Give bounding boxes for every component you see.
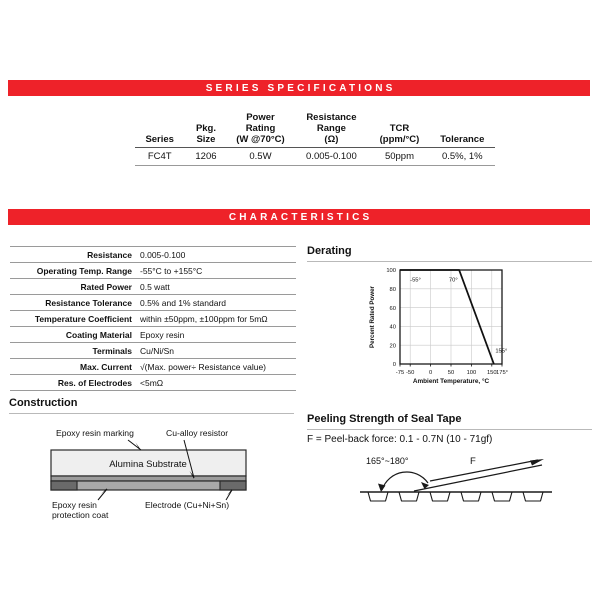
leader-line-electrode: [226, 490, 232, 500]
cu-alloy-resistor-layer: [51, 476, 246, 481]
x-tick-label: 150: [486, 370, 497, 376]
column-header-series: [135, 112, 184, 148]
tape-pocket: [399, 492, 419, 501]
characteristics-row: [10, 343, 296, 359]
tape-pocket: [430, 492, 450, 501]
characteristics-value: 0.005-0.100: [140, 249, 186, 260]
electrode-label: Electrode (Cu+Ni+Sn): [145, 500, 230, 510]
tape-pockets: [368, 492, 543, 501]
characteristics-label: Terminals: [92, 345, 132, 356]
electrode-left: [51, 481, 77, 490]
header-line: Power: [246, 112, 275, 123]
header-line: (W @70°C): [236, 134, 285, 145]
epoxy-resin-marking-label: Epoxy resin marking: [56, 428, 134, 438]
characteristics-label: Res. of Electrodes: [57, 377, 132, 388]
leader-line-marking: [128, 440, 141, 450]
characteristics-row: [10, 375, 296, 391]
peeling-section-divider: [307, 429, 592, 430]
derating-curve: [400, 270, 494, 364]
chart-annotation: 155°: [495, 348, 508, 355]
chart-y-axis-ticks: [386, 268, 396, 368]
chart-annotation: -55°: [410, 277, 421, 284]
characteristics-label: Rated Power: [80, 281, 132, 292]
epoxy-protection-coat-layer: [51, 481, 246, 490]
header-line: (ppm/°C): [379, 134, 420, 145]
chart-x-axis-label: Ambient Temperature, °C: [412, 378, 490, 385]
x-tick-label: 0: [428, 370, 433, 376]
cu-alloy-resistor-label: Cu-alloy resistor: [166, 428, 229, 438]
construction-section-divider: [9, 413, 294, 414]
y-tick-label: 0: [392, 362, 396, 369]
peel-angle-arc: [382, 472, 428, 490]
construction-diagram: [8, 418, 296, 528]
column-header-tolerance: [430, 112, 495, 148]
characteristics-header-bar: [8, 209, 590, 225]
leader-line-epoxy: [98, 489, 107, 500]
header-line: (Ω): [324, 134, 339, 145]
cell-tolerance: 0.5%, 1%: [430, 148, 495, 166]
column-header-power-rating: [228, 112, 294, 148]
x-tick-label: 175°: [496, 370, 508, 376]
y-tick-label: 40: [389, 324, 396, 331]
column-header-resistance-range: [293, 112, 369, 148]
peel-angle-label: 165°~180°: [366, 456, 409, 466]
tape-pocket: [492, 492, 512, 501]
electrode-right: [220, 481, 246, 490]
characteristics-row: [10, 327, 296, 343]
header-line: Rating: [245, 123, 276, 134]
characteristics-value: Epoxy resin: [140, 329, 185, 340]
peel-force-label: F: [470, 456, 476, 467]
chart-x-axis-ticks: [396, 364, 508, 376]
characteristics-title: CHARACTERISTICS: [228, 211, 373, 223]
x-tick-label: -50: [406, 370, 415, 376]
series-specifications-title: SERIES SPECIFICATIONS: [205, 82, 396, 94]
characteristics-value: 0.5 watt: [140, 281, 170, 292]
series-specifications-table: [135, 112, 495, 166]
derating-section-title: Derating: [307, 245, 352, 257]
alumina-substrate-label: Alumina Substrate: [109, 459, 187, 470]
characteristics-value: within ±50ppm, ±100ppm for 5mΩ: [140, 313, 268, 324]
characteristics-row: [10, 311, 296, 327]
header-line: Series: [145, 134, 174, 145]
cell-tcr: 50ppm: [369, 148, 429, 166]
x-tick-label: 100: [466, 370, 477, 376]
peeling-diagram: [352, 452, 572, 514]
header-line: TCR: [389, 123, 410, 134]
tape-pocket: [368, 492, 388, 501]
characteristics-value: 0.5% and 1% standard: [140, 297, 227, 308]
cell-resistance-range: 0.005-0.100: [293, 148, 369, 166]
epoxy-protection-coat-label-line2: protection coat: [52, 510, 109, 520]
x-tick-label: -75: [395, 370, 405, 376]
header-line: Resistance: [306, 112, 357, 123]
header-line: Tolerance: [440, 134, 485, 145]
header-line: Pkg.: [195, 123, 216, 134]
characteristics-label: Resistance: [87, 249, 132, 260]
y-tick-label: 100: [386, 268, 396, 275]
characteristics-row: [10, 279, 296, 295]
characteristics-label: Coating Material: [65, 329, 132, 340]
derating-section-divider: [307, 261, 592, 262]
y-tick-label: 60: [389, 305, 396, 312]
tape-pocket: [461, 492, 481, 501]
chart-annotation: 70°: [448, 277, 458, 284]
characteristics-value: Cu/Ni/Sn: [140, 345, 175, 356]
cell-pkg-size: 1206: [184, 148, 227, 166]
tape-pocket: [523, 492, 543, 501]
characteristics-row: [10, 359, 296, 375]
characteristics-label: Resistance Tolerance: [45, 297, 132, 308]
characteristics-label: Max. Current: [80, 361, 132, 372]
header-line: Range: [316, 123, 346, 134]
chart-gridlines: [400, 270, 502, 364]
table-header-row: [135, 112, 495, 148]
cell-series: FC4T: [135, 148, 184, 166]
characteristics-row: [10, 263, 296, 279]
cell-power-rating: 0.5W: [228, 148, 294, 166]
characteristics-row: [10, 295, 296, 311]
y-tick-label: 80: [389, 287, 396, 293]
derating-chart: [362, 264, 512, 386]
x-tick-label: 50: [447, 370, 455, 376]
column-header-pkg-size: [184, 112, 227, 148]
characteristics-label: Operating Temp. Range: [36, 265, 132, 276]
characteristics-row: [10, 247, 296, 263]
epoxy-protection-coat-label-line1: Epoxy resin: [52, 500, 97, 510]
characteristics-value: <5mΩ: [140, 377, 164, 388]
chart-y-axis-label: Percent Rated Power: [369, 286, 376, 348]
column-header-tcr: [369, 112, 429, 148]
header-line: Size: [196, 134, 216, 145]
table-row: [135, 148, 495, 166]
peeled-tape-edge-lower: [414, 465, 542, 491]
peel-back-force-formula: F = Peel-back force: 0.1 - 0.7N (10 - 71gf): [307, 434, 493, 445]
y-tick-label: 20: [389, 343, 396, 350]
peeled-tape-edge-upper: [430, 460, 538, 481]
construction-section-title: Construction: [9, 397, 78, 409]
characteristics-label: Temperature Coefficient: [34, 313, 132, 324]
characteristics-value: √(Max. power÷ Resistance value): [140, 361, 267, 372]
series-specifications-header-bar: [8, 80, 590, 96]
characteristics-table: [10, 246, 296, 391]
characteristics-value: -55°C to +155°C: [140, 265, 203, 276]
peeling-section-title: Peeling Strength of Seal Tape: [307, 413, 462, 425]
